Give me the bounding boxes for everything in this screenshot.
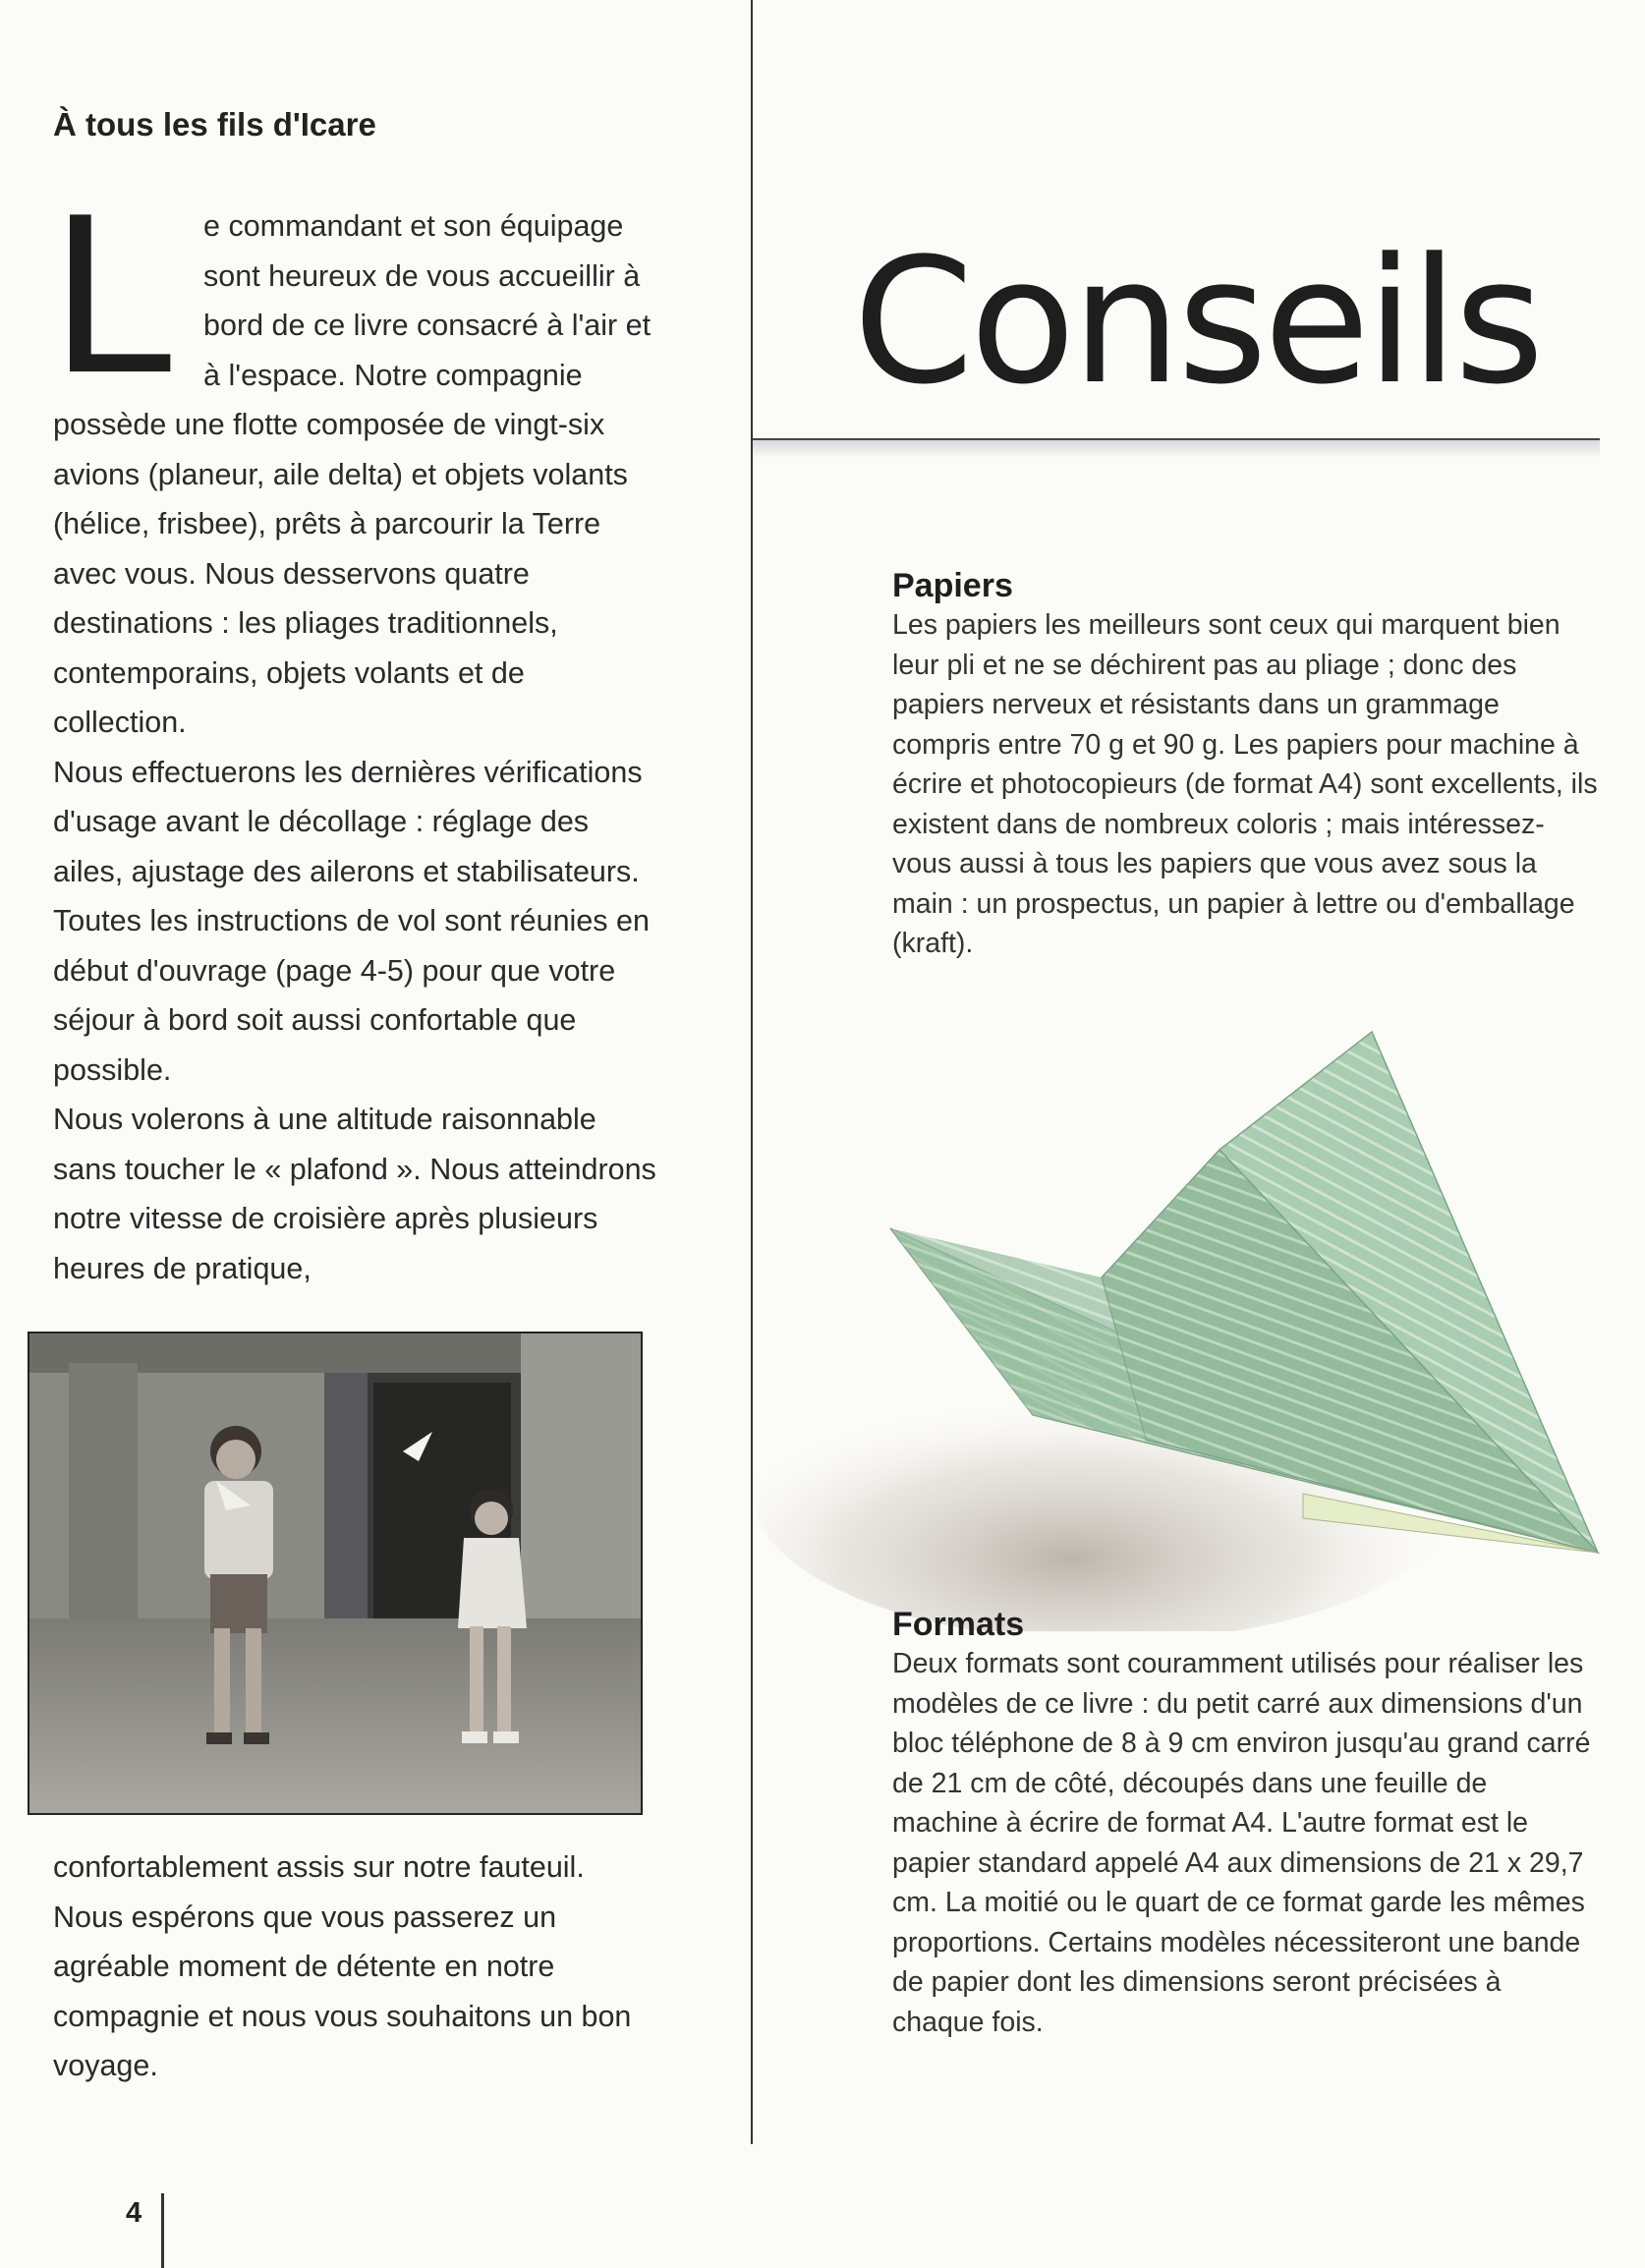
page-number: 4 xyxy=(126,2197,142,2229)
papiers-heading: Papiers xyxy=(892,567,1013,604)
section-heading: À tous les fils d'Icare xyxy=(53,106,376,142)
drop-cap: L xyxy=(51,166,179,421)
formats-text: Deux formats sont couramment utilisés pour réaliser les modèles de ce livre : du petit carré aux dimensions d'un bloc téléphone de 8 à 9 cm environ jusqu'au grand carré de 21 cm de côté, découpés dans une feuille de machine à écrire de format A4. L'autre format est le papier standard appelé A4 aux dimensions de 21 x 29,7 cm. La moitié ou le quart de ce format garde les mêmes proportions. Certains modèles nécessiteront une bande de papier dont les dimensions seront précisées à chaque fois. xyxy=(892,1648,1591,2038)
papiers-text: Les papiers les meilleurs sont ceux qui marquent bien leur pli et ne se déchirent pas au pliage ; donc des papiers nerveux et résistants dans un grammage compris entre 70 g et 90 g. Les papiers pour machine à écrire et photocopieurs (de format A4) sont excellents, ils existent dans de nombreux coloris ; mais intéressez-vous aussi à tous les papiers que vous avez sous la main : un prospectus, un papier à lettre ou d'emballage (kraft). xyxy=(892,609,1598,959)
intro-paragraph-2: Nous effectuerons les dernières vérifications d'usage avant le décollage : réglage des ailes, ajustage des ailerons et stabilisateurs. Toutes les instructions de vol sont réunies en début d'ouvrage (page 4-5) pour que votre séjour à bord soit aussi confortable que possible. xyxy=(53,755,650,1087)
closing-text xyxy=(53,1843,657,2091)
page-number-rule xyxy=(161,2193,164,2268)
papiers-section xyxy=(892,567,1600,964)
children-photo-image xyxy=(29,1333,641,1813)
children-photo xyxy=(28,1332,643,1815)
intro-paragraph-3: Nous volerons à une altitude raisonnable sans toucher le « plafond ». Nous atteindrons notre vitesse de croisière après plusieurs heures de pratique, xyxy=(53,1103,656,1285)
page-title: Conseils xyxy=(853,221,1541,423)
formats-heading: Formats xyxy=(892,1606,1025,1643)
intro-paragraph-1: e commandant et son équipage sont heureux de vous accueillir à bord de ce livre consacré à l'air et à l'espace. Notre compagnie possède une flotte composée de vingt-six avions (planeur, aile delta) et objets volants (hélice, frisbee), prêts à parcourir la Terre avec vous. Nous desservons quatre destinations : les pliages traditionnels, contemporains, objets volants et de collection. xyxy=(53,209,652,739)
formats-section xyxy=(892,1606,1600,2042)
closing-paragraph: confortablement assis sur notre fauteuil. Nous espérons que vous passerez un agréable moment de détente en notre compagnie et nous vous souhaitons un bon voyage. xyxy=(53,1850,632,2082)
paper-plane-image xyxy=(753,983,1645,1631)
title-underline-shadow xyxy=(753,440,1600,458)
intro-text xyxy=(51,166,657,1293)
paper-plane-illustration xyxy=(753,983,1645,1631)
